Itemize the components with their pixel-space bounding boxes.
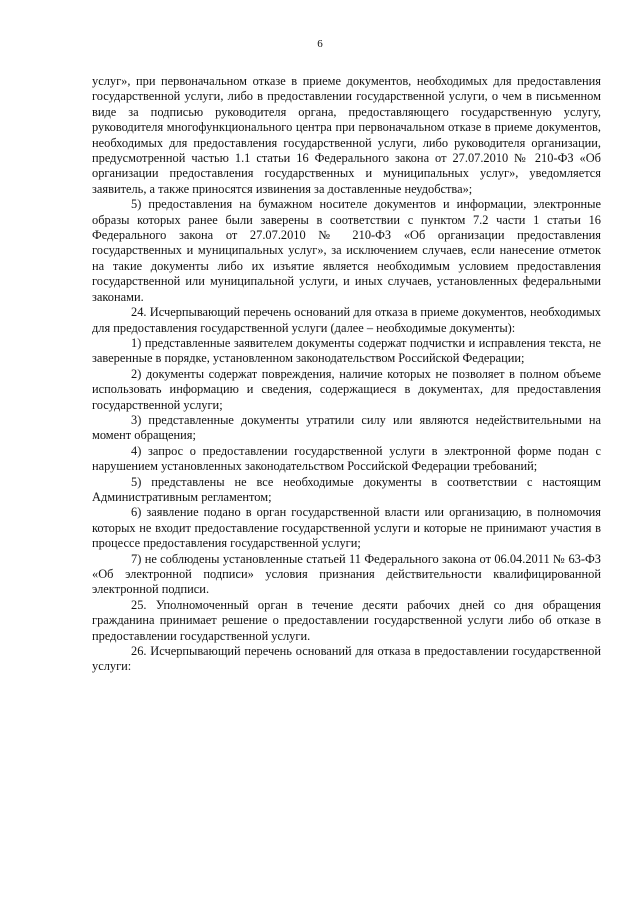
paragraph-clause-24-item-1: 1) представленные заявителем документы содержат подчистки и исправления текста, не заверенные в порядке, установленном законодательством Российской Федерации; bbox=[92, 335, 601, 366]
paragraph-continuation: услуг», при первоначальном отказе в приеме документов, необходимых для предоставления государственной услуги, либо в предоставлении государственной услуги, о чем в письменном виде за подписью руководителя органа, предоставляющего государственную услугу, руководителя многофункционального центра при первоначальном отказе в приеме документов, необходимых для предоставления государственной услуги, либо руководителя организации, предусмотренной частью 1.1 статьи 16 Федерального закона от 27.07.2010 № 210-ФЗ «Об организации предоставления государственных и муниципальных услуг», уведомляется заявитель, а также приносятся извинения за доставленные неудобства»; bbox=[92, 74, 601, 196]
paragraph-clause-24-item-7: 7) не соблюдены установленные статьей 11 Федерального закона от 06.04.2011 № 63-ФЗ «Об электронной подписи» условия признания действительности квалифицированной электронной подписи. bbox=[92, 551, 601, 597]
paragraph-clause-24-item-3: 3) представленные документы утратили силу или являются недействительными на момент обращения; bbox=[92, 412, 601, 443]
body-text bbox=[92, 74, 601, 675]
paragraph-clause-26: 26. Исчерпывающий перечень оснований для отказа в предоставлении государственной услуги: bbox=[92, 644, 601, 674]
page-number: 6 bbox=[317, 38, 323, 50]
paragraph-clause-24-item-5: 5) представлены не все необходимые документы в соответствии с настоящим Административным регламентом; bbox=[92, 474, 601, 504]
paragraph-clause-24: 24. Исчерпывающий перечень оснований для отказа в приеме документов, необходимых для предоставления государственной услуги (далее – необходимые документы): bbox=[92, 305, 601, 335]
paragraph-clause-24-item-2: 2) документы содержат повреждения, наличие которых не позволяет в полном объеме использовать информацию и сведения, содержащиеся в документах, для предоставления государственной услуги; bbox=[92, 366, 601, 412]
paragraph-clause-24-item-4: 4) запрос о предоставлении государственной услуги в электронной форме подан с нарушением установленных законодательством Российской Федерации требований; bbox=[92, 443, 601, 474]
paragraph-clause-24-item-6: 6) заявление подано в орган государственной власти или организацию, в полномочия которых не входит предоставление государственной услуги и которые не принимают участия в процессе предоставления государственной услуги; bbox=[92, 505, 601, 551]
paragraph-item-5-paper-docs: 5) предоставления на бумажном носителе документов и информации, электронные образы которых ранее были заверены в соответствии с пунктом 7.2 части 1 статьи 16 Федерального закона от 27.07.2010 № 210-ФЗ «Об организации предоставления государственных и муниципальных услуг», за исключением случаев, если нанесение отметок на такие документы либо их изъятие является необходимым условием предоставления государственной или муниципальной услуги, и иных случаев, установленных федеральными законами. bbox=[92, 197, 601, 304]
paragraph-clause-25: 25. Уполномоченный орган в течение десяти рабочих дней со дня обращения гражданина принимает решение о предоставлении государственной услуги либо об отказе в предоставлении государственной услуги. bbox=[92, 597, 601, 643]
